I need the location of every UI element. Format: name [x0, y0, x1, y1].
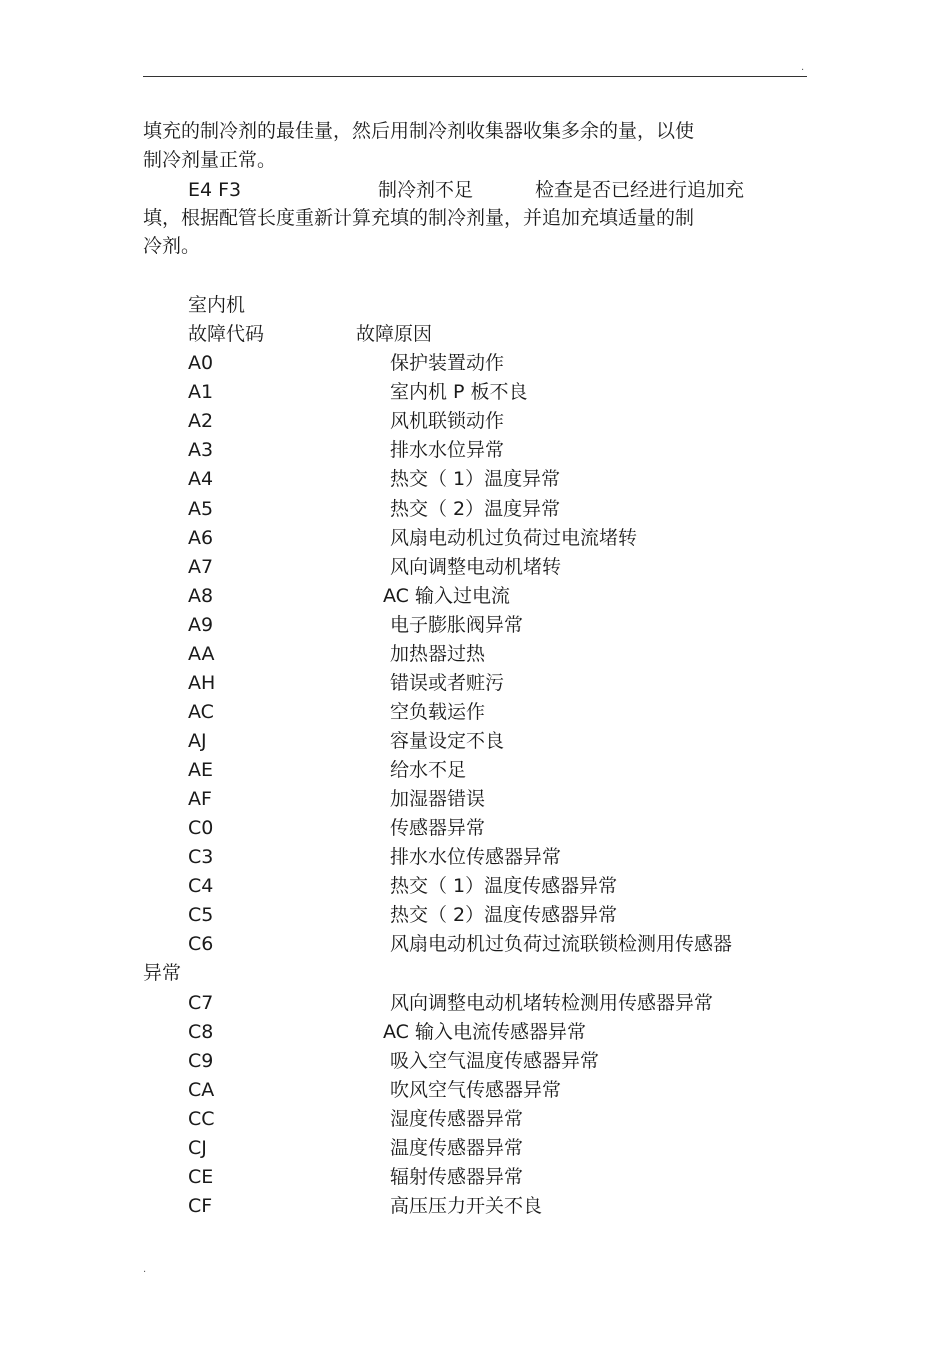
column-header-code: 故障代码 [188, 323, 265, 345]
fault-row [0, 671, 950, 699]
fault-desc: 热交（ 2）温度异常 [390, 498, 561, 520]
fault-code: AF [188, 788, 212, 810]
fault-code: CJ [188, 1137, 207, 1159]
fault-desc: 吸入空气温度传感器异常 [390, 1050, 600, 1072]
fault-code: A0 [188, 352, 214, 374]
fault-row [0, 409, 950, 437]
fault-desc: 吹风空气传感器异常 [390, 1079, 562, 1101]
fault-row [0, 351, 950, 379]
fault-desc: 风向调整电动机堵转检测用传感器异常 [390, 992, 714, 1014]
fault-desc: 空负载运作 [390, 701, 486, 723]
header-rule [143, 76, 807, 77]
fault-code: C8 [188, 1021, 214, 1043]
fault-code: A7 [188, 556, 214, 578]
fault-row [0, 555, 950, 583]
fault-code: C7 [188, 992, 214, 1014]
fault-desc: 风扇电动机过负荷过电流堵转 [390, 527, 638, 549]
fault-desc: AC 输入电流传感器异常 [383, 1021, 586, 1043]
column-header-cause: 故障原因 [356, 323, 433, 345]
fault-row [0, 932, 950, 960]
intro-line-2: 制冷剂量正常。 [143, 149, 277, 171]
fault-desc: 排水水位传感器异常 [390, 846, 562, 868]
fault-row [0, 874, 950, 902]
fault-code: AH [188, 672, 216, 694]
fault-desc: 错误或者赃污 [390, 672, 505, 694]
fault-code: A9 [188, 614, 214, 636]
fault-code: A4 [188, 468, 214, 490]
fault-row [0, 642, 950, 670]
fault-desc: 排水水位异常 [390, 439, 505, 461]
fault-code: A1 [188, 381, 214, 403]
table-title: 室内机 [188, 294, 246, 316]
fault-code: A5 [188, 498, 214, 520]
fault-row [0, 613, 950, 641]
fault-code: C5 [188, 904, 214, 926]
fault-row [0, 758, 950, 786]
header-dot: . [801, 62, 805, 73]
fault-code: CA [188, 1079, 215, 1101]
fault-row [0, 729, 950, 757]
fault-row [0, 1020, 950, 1048]
fault-code: A8 [188, 585, 214, 607]
fault-row [0, 903, 950, 931]
fault-desc: 湿度传感器异常 [390, 1108, 524, 1130]
fault-desc: 电子膨胀阀异常 [390, 614, 524, 636]
fault-code: C0 [188, 817, 214, 839]
fault-desc: 加热器过热 [390, 643, 486, 665]
fault-row [0, 380, 950, 408]
fault-desc: AC 输入过电流 [383, 585, 510, 607]
fault-row [0, 991, 950, 1019]
fault-desc: 加湿器错误 [390, 788, 486, 810]
fault-code: A3 [188, 439, 214, 461]
fault-code: C4 [188, 875, 214, 897]
fault-row [0, 1049, 950, 1077]
fault-row [0, 438, 950, 466]
fault-row [0, 700, 950, 728]
fault-code: CE [188, 1166, 214, 1188]
fault-code: CF [188, 1195, 213, 1217]
fault-desc-wrap: 异常 [143, 962, 182, 984]
fault-code: AE [188, 759, 214, 781]
fault-code: AJ [188, 730, 207, 752]
fault-desc: 风扇电动机过负荷过流联锁检测用传感器 [390, 933, 733, 955]
fault-row [0, 1078, 950, 1106]
e4-action-3: 冷剂。 [143, 235, 201, 257]
fault-desc: 室内机 P 板不良 [390, 381, 528, 403]
fault-row [0, 1136, 950, 1164]
fault-code: C3 [188, 846, 214, 868]
fault-desc: 传感器异常 [390, 817, 486, 839]
e4-action-1: 检查是否已经进行追加充 [535, 179, 745, 201]
fault-row [0, 584, 950, 612]
fault-desc: 保护装置动作 [390, 352, 505, 374]
fault-desc: 风机联锁动作 [390, 410, 505, 432]
fault-row [0, 1165, 950, 1193]
fault-code: AC [188, 701, 214, 723]
fault-code: AA [188, 643, 215, 665]
fault-row [0, 845, 950, 873]
fault-row [0, 526, 950, 554]
e4-cause: 制冷剂不足 [378, 179, 474, 201]
fault-row [0, 467, 950, 495]
fault-desc: 给水不足 [390, 759, 467, 781]
fault-desc: 热交（ 1）温度传感器异常 [390, 875, 618, 897]
fault-desc: 容量设定不良 [390, 730, 505, 752]
e4-action-2: 填，根据配管长度重新计算充填的制冷剂量，并追加充填适量的制 [143, 207, 695, 229]
fault-row [0, 497, 950, 525]
fault-row [0, 816, 950, 844]
fault-code: C6 [188, 933, 214, 955]
fault-desc: 温度传感器异常 [390, 1137, 524, 1159]
fault-desc: 热交（ 1）温度异常 [390, 468, 561, 490]
fault-code: A6 [188, 527, 214, 549]
fault-row [0, 787, 950, 815]
fault-code: C9 [188, 1050, 214, 1072]
footer-dot: . [143, 1264, 147, 1275]
fault-desc: 辐射传感器异常 [390, 1166, 524, 1188]
fault-code: A2 [188, 410, 214, 432]
fault-row [0, 1194, 950, 1222]
fault-row [0, 1107, 950, 1135]
e4-code: E4 F3 [188, 179, 242, 201]
fault-desc: 风向调整电动机堵转 [390, 556, 562, 578]
fault-code: CC [188, 1108, 215, 1130]
fault-desc: 热交（ 2）温度传感器异常 [390, 904, 618, 926]
fault-desc: 高压压力开关不良 [390, 1195, 543, 1217]
intro-line-1: 填充的制冷剂的最佳量，然后用制冷剂收集器收集多余的量，以使 [143, 120, 695, 142]
